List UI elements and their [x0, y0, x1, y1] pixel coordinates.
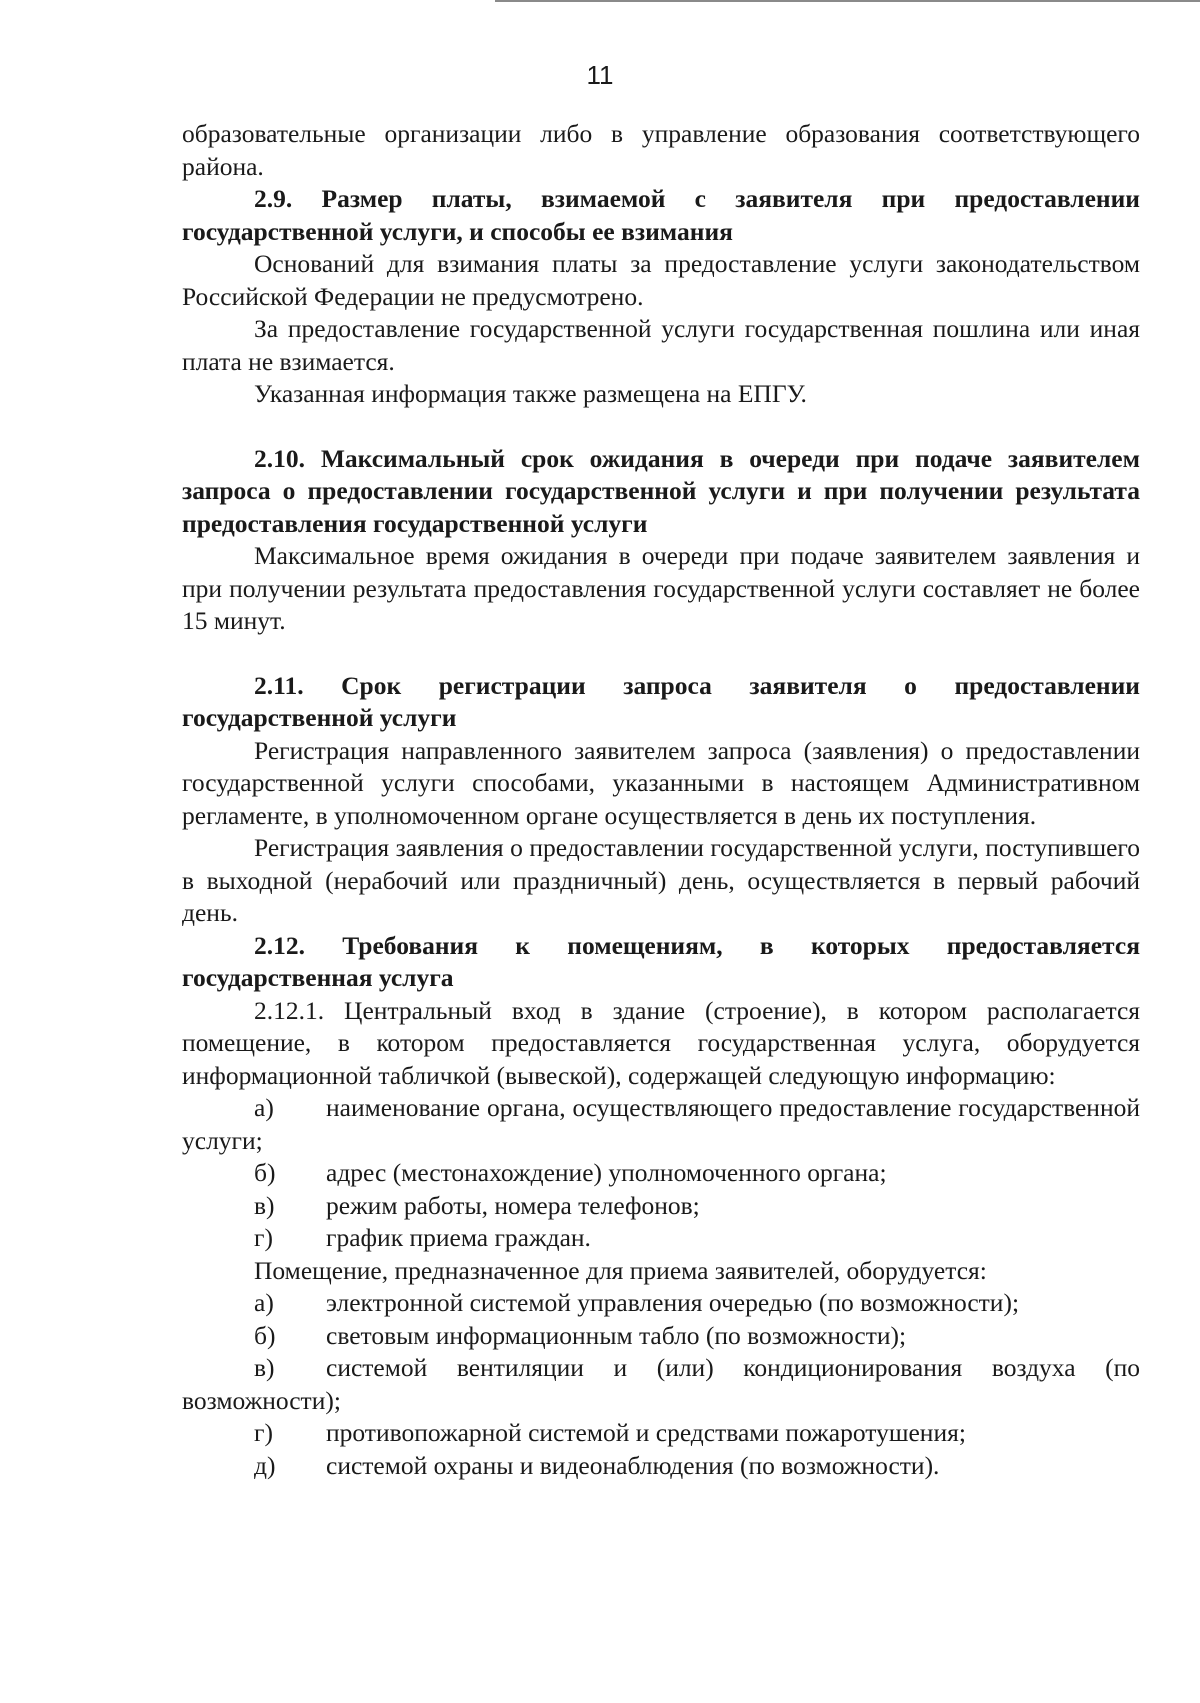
list-item-text: системой вентиляции и (или) кондиционирования воздуха (по возможности); [182, 1353, 1140, 1415]
paragraph: Регистрация заявления о предоставлении государственной услуги, поступившего в выходной (нерабочий или праздничный) день, осуществляется в первый рабочий день. [182, 833, 1140, 927]
document-body [182, 118, 1140, 1482]
list-marker: б) [254, 1158, 276, 1187]
list-marker: б) [254, 1320, 276, 1350]
list-item-text: режим работы, номера телефонов; [326, 1190, 700, 1220]
list-marker: г) [254, 1223, 273, 1252]
paragraph: Помещение, предназначенное для приема заявителей, оборудуется: [254, 1255, 987, 1285]
list-item-text: системой охраны и видеонаблюдения (по возможности). [326, 1450, 940, 1480]
paragraph: образовательные организации либо в управление образования соответствующего района. [182, 119, 1140, 181]
spacer [182, 411, 1140, 443]
list-item-text: электронной системой управления очередью (по возможности); [326, 1288, 1020, 1317]
paragraph: Регистрация направленного заявителем запроса (заявления) о предоставлении государственной услуги способами, указанными в настоящем Административном регламенте, в уполномоченном органе осуществляется в день их поступления. [182, 735, 1140, 830]
list-item [182, 1417, 1140, 1450]
section-heading-2-12: 2.12. Требования к помещениям, в которых предоставляется государственная услуга [182, 930, 1140, 992]
list-item-text: адрес (местонахождение) уполномоченного органа; [326, 1158, 887, 1187]
list-item-text: световым информационным табло (по возможности); [326, 1320, 907, 1350]
section-heading-2-10: 2.10. Максимальный срок ожидания в очереди при подаче заявителем запроса о предоставлении государственной услуги и при получении результата предоставления государственной услуги [182, 443, 1140, 538]
list-item [182, 1222, 1140, 1255]
section-heading-2-11: 2.11. Срок регистрации запроса заявителя о предоставлении государственной услуги [182, 670, 1140, 732]
list-marker: а) [254, 1288, 274, 1317]
paragraph: За предоставление государственной услуги государственная пошлина или иная плата не взимается. [182, 314, 1140, 376]
list-item [182, 1287, 1140, 1320]
list-marker: г) [254, 1418, 273, 1447]
section-heading-2-9: 2.9. Размер платы, взимаемой с заявителя при предоставлении государственной услуги, и способы ее взимания [182, 184, 1140, 246]
list-marker: в) [254, 1190, 275, 1220]
spacer [182, 638, 1140, 670]
paragraph: 2.12.1. Центральный вход в здание (строение), в котором располагается помещение, в котором предоставляется государственная услуга, оборудуется информационной табличкой (вывеской), содержащей следующую информацию: [182, 995, 1140, 1090]
list-marker: а) [254, 1093, 274, 1122]
list-item-text: наименование органа, осуществляющего предоставление государственной услуги; [182, 1093, 1140, 1155]
paragraph: Максимальное время ожидания в очереди при подаче заявителем заявления и при получении результата предоставления государственной услуги составляет не более 15 минут. [182, 541, 1140, 635]
top-border-line [495, 0, 1200, 2]
list-item [182, 1190, 1140, 1223]
page-number: 11 [586, 60, 614, 90]
list-marker: в) [254, 1353, 275, 1382]
paragraph: Оснований для взимания платы за предоставление услуги законодательством Российской Федерации не предусмотрено. [182, 249, 1140, 311]
list-item [182, 1320, 1140, 1353]
list-item [182, 1092, 1140, 1157]
paragraph: Указанная информация также размещена на ЕПГУ. [254, 379, 807, 408]
list-item [182, 1157, 1140, 1190]
list-item [182, 1352, 1140, 1417]
list-marker: д) [254, 1450, 276, 1480]
list-item-text: график приема граждан. [326, 1223, 591, 1252]
list-item [182, 1450, 1140, 1483]
list-item-text: противопожарной системой и средствами пожаротушения; [326, 1418, 966, 1447]
